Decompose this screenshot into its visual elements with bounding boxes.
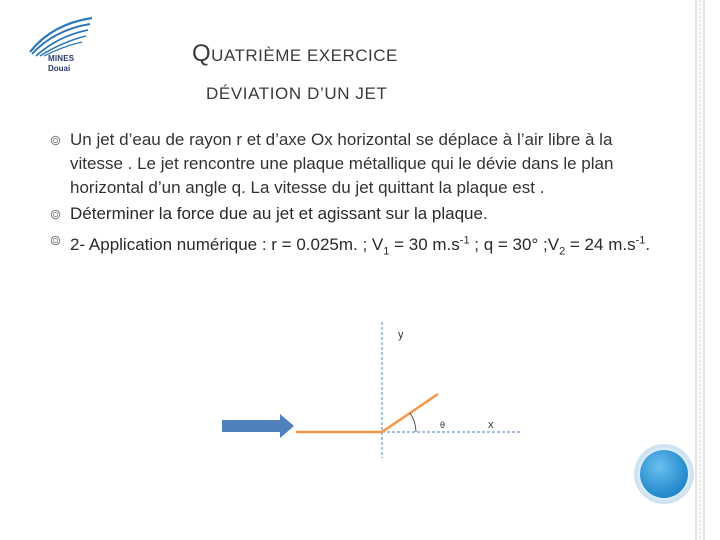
jet-deflection-diagram [220, 318, 530, 468]
mines-douai-logo [22, 14, 98, 84]
title-rest: UATRIÈME EXERCICE [211, 46, 398, 65]
bullet-marker-icon [50, 135, 61, 146]
logo-swirl-icon [22, 14, 98, 58]
bullet-text-2: Déterminer la force due au jet et agissant sur la plaque. [70, 204, 488, 223]
right-border-decoration [690, 0, 720, 540]
bullet-text-1: Un jet d’eau de rayon r et d’axe Ox horizontal se déplace à l’air libre à la vitesse . Le jet rencontre une plaque métallique qui le dévie dans le plan horizontal d’un angle q. La vitesse du jet quittant la plaque est . [70, 130, 614, 197]
x-axis-label: x [488, 419, 494, 431]
decorative-circle [640, 450, 688, 498]
logo-text-mines: MINES [48, 54, 75, 63]
bullet-item-1 [50, 128, 660, 200]
title-first-letter: Q [192, 40, 212, 67]
bullet-marker-icon [50, 235, 61, 246]
jet-path-line [296, 394, 438, 432]
bullet-item-3 [50, 228, 660, 263]
logo-text-douai: Douai [48, 64, 71, 73]
bullet-marker-icon [50, 209, 61, 220]
bullet-list [50, 128, 660, 263]
incoming-jet-arrow [222, 414, 294, 438]
slide-subtitle: DÉVIATION D’UN JET [206, 84, 388, 103]
bullet-text-3: 2- Application numérique : r = 0.025m. ; $V_1 = 30$ $m.s^{-1}$ ; q = 30° $;V_2 = 24$ $m.s^{-1}$. [70, 234, 651, 258]
bullet-item-2 [50, 202, 660, 226]
y-axis-label: y [398, 329, 404, 341]
angle-label: θ [440, 420, 446, 430]
angle-arc [410, 413, 416, 432]
slide-title [192, 40, 398, 68]
